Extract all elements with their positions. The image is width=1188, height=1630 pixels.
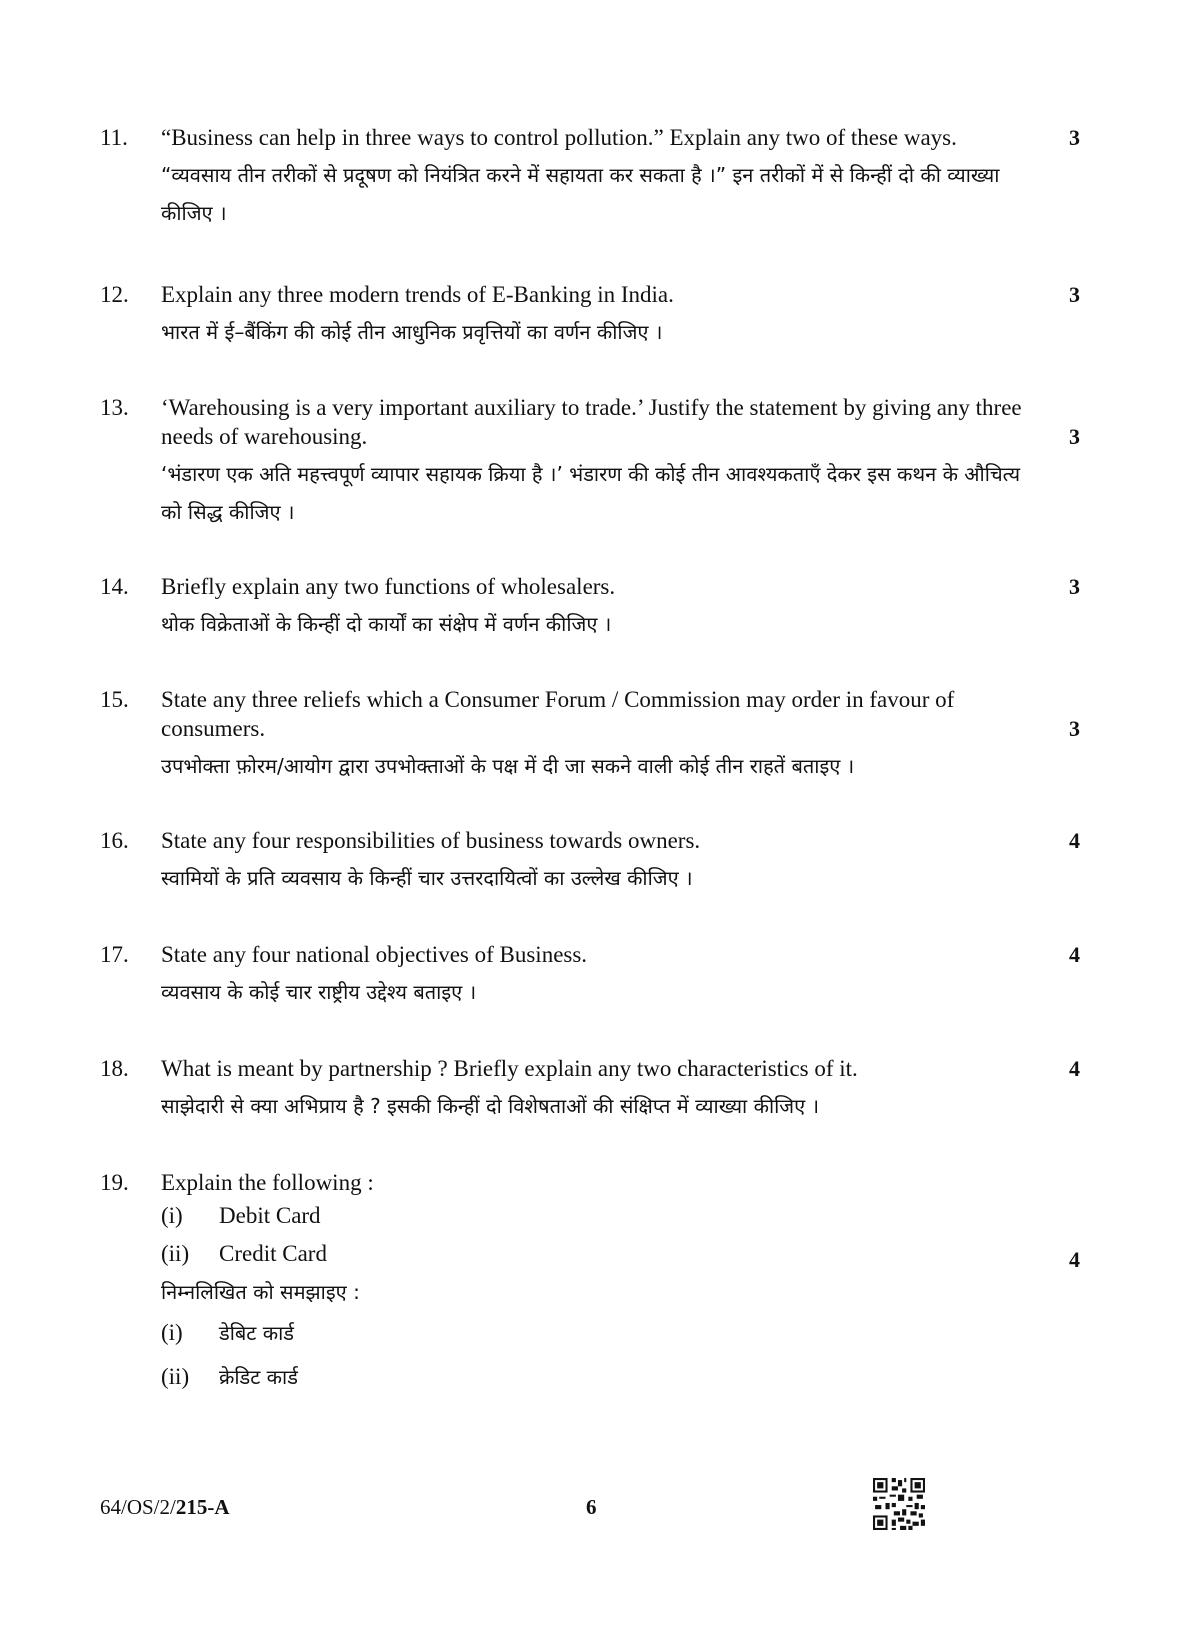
question-number: 16. — [100, 828, 129, 853]
question-14 — [100, 572, 1080, 643]
question-marks: 4 — [1069, 942, 1080, 967]
question-19 — [100, 1168, 1080, 1399]
sub-item-text: Credit Card — [219, 1241, 327, 1266]
paper-code-prefix: 64/OS/2/ — [100, 1495, 176, 1519]
question-text-english: ‘Warehousing is a very important auxiliary to trade.’ Justify the statement by giving any three needs of warehousing. — [161, 395, 1022, 449]
question-15 — [100, 685, 1080, 785]
question-marks: 4 — [1069, 1056, 1080, 1081]
question-marks: 3 — [1069, 424, 1080, 449]
question-text-english: Explain any three modern trends of E-Banking in India. — [161, 282, 674, 307]
question-text-hindi: उपभोक्ता फ़ोरम/आयोग द्वारा उपभोक्ताओं के पक्ष में दी जा सकने वाली कोई तीन राहतें बताइए । — [161, 754, 855, 778]
question-11 — [100, 123, 1080, 232]
question-number: 19. — [100, 1170, 129, 1195]
question-12 — [100, 280, 1080, 351]
question-18 — [100, 1054, 1080, 1125]
question-text-english: Explain the following : — [161, 1170, 374, 1195]
sub-item-numeral: (i) — [161, 1203, 183, 1228]
question-text-english: Briefly explain any two functions of wholesalers. — [161, 574, 616, 599]
question-marks: 4 — [1069, 828, 1080, 853]
question-marks: 3 — [1069, 716, 1080, 741]
sub-item-numeral: (i) — [161, 1320, 183, 1345]
sub-item — [161, 1235, 1044, 1273]
question-text-hindi: थोक विक्रेताओं के किन्हीं दो कार्यों का संक्षेप में वर्णन कीजिए । — [161, 612, 612, 636]
question-marks: 4 — [1069, 1247, 1080, 1272]
question-text-hindi: स्वामियों के प्रति व्यवसाय के किन्हीं चार उत्तरदायित्वों का उल्लेख कीजिए । — [161, 866, 693, 890]
question-text-hindi: निम्नलिखित को समझाइए : — [161, 1280, 360, 1304]
paper-code-suffix: 215-A — [175, 1495, 230, 1519]
question-marks: 3 — [1069, 282, 1080, 307]
sub-item-hindi — [161, 1311, 1044, 1355]
question-number: 17. — [100, 942, 129, 967]
sub-item-numeral: (ii) — [161, 1364, 190, 1389]
question-marks: 3 — [1069, 125, 1080, 150]
question-text-english: “Business can help in three ways to control pollution.” Explain any two of these ways. — [161, 125, 957, 150]
sub-item-text: Debit Card — [219, 1203, 321, 1228]
question-number: 15. — [100, 687, 129, 712]
qr-code-icon — [873, 1478, 925, 1530]
sub-item-hindi — [161, 1355, 1044, 1399]
question-17 — [100, 940, 1080, 1011]
question-number: 18. — [100, 1056, 129, 1081]
question-13 — [100, 393, 1080, 531]
question-text-english: State any four national objectives of Business. — [161, 942, 588, 967]
question-16 — [100, 826, 1080, 897]
question-marks: 3 — [1069, 574, 1080, 599]
sub-item-text: क्रेडिट कार्ड — [219, 1365, 298, 1389]
sub-item-text: डेबिट कार्ड — [219, 1321, 294, 1345]
question-text-english: State any three reliefs which a Consumer Forum / Commission may order in favour of consumers. — [161, 687, 955, 741]
sub-item-numeral: (ii) — [161, 1241, 190, 1266]
paper-code — [100, 1495, 230, 1520]
question-text-hindi: ‘भंडारण एक अति महत्त्वपूर्ण व्यापार सहायक क्रिया है ।’ भंडारण की कोई तीन आवश्यकताएँ देकर इस कथन के औचित्य को सिद्ध कीजिए । — [161, 462, 1021, 524]
question-number: 13. — [100, 395, 129, 420]
question-text-hindi: “व्यवसाय तीन तरीकों से प्रदूषण को नियंत्रित करने में सहायता कर सकता है ।” इन तरीकों में से किन्हीं दो की व्याख्या कीजिए । — [161, 163, 1000, 225]
question-text-hindi: व्यवसाय के कोई चार राष्ट्रीय उद्देश्य बताइए । — [161, 980, 477, 1004]
question-text-hindi: साझेदारी से क्या अभिप्राय है ? इसकी किन्हीं दो विशेषताओं की संक्षिप्त में व्याख्या कीजिए । — [161, 1094, 820, 1118]
question-text-hindi: भारत में ई–बैंकिंग की कोई तीन आधुनिक प्रवृत्तियों का वर्णन कीजिए । — [161, 320, 663, 344]
question-text-english: State any four responsibilities of business towards owners. — [161, 828, 701, 853]
sub-item — [161, 1197, 1044, 1235]
question-number: 12. — [100, 282, 129, 307]
question-number: 14. — [100, 574, 129, 599]
question-text-english: What is meant by partnership ? Briefly explain any two characteristics of it. — [161, 1056, 858, 1081]
question-number: 11. — [100, 125, 128, 150]
page-number: 6 — [586, 1495, 597, 1519]
